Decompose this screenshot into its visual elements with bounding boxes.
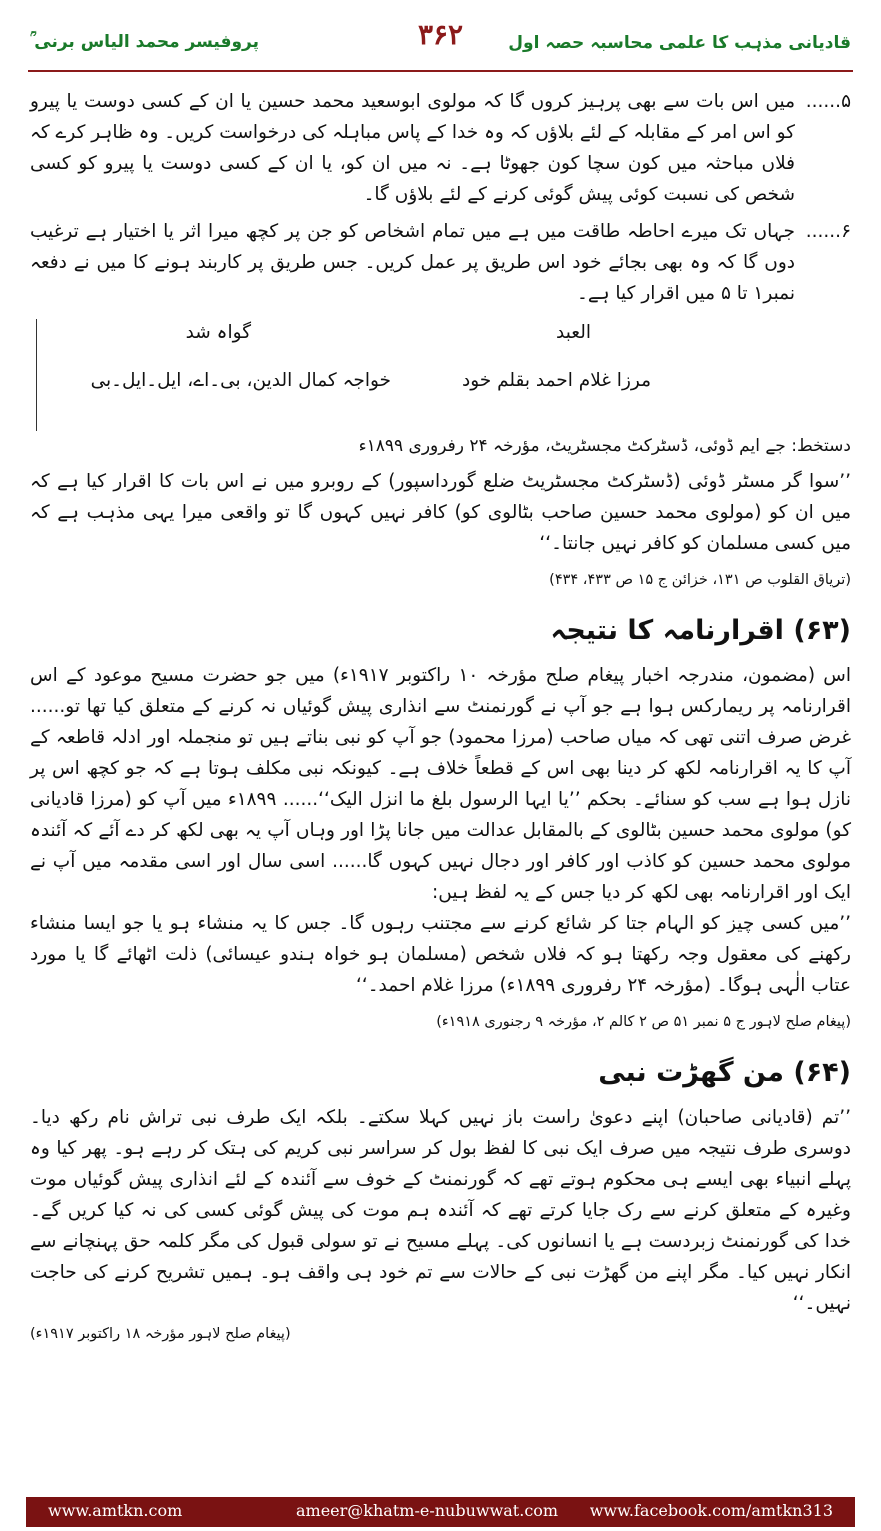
page-body bbox=[30, 86, 851, 1358]
item-text: میں اس بات سے بھی پرہیز کروں گا کہ مولوی ابوسعید محمد حسین یا ان کے کسی دوست یا پیرو کو اس امر کے مقابلہ کے لئے بلاؤں کہ وہ خدا کے پاس مباہلہ کی درخواست کریں۔ وہ ظاہر کرے کہ فلاں مباحثہ میں کون سچا کون جھوٹا ہے۔ نہ میں ان کو، یا ان کے کسی دوست یا پیرو کو کسی شخص کی نسبت کوئی پیش گوئی کرنے کے لئے بلاؤں گا۔ bbox=[30, 91, 795, 205]
section-63-quote: ’’میں کسی چیز کو الہام جتا کر شائع کرنے سے مجتنب رہوں گا۔ جس کا یہ منشاء ہو یا جو ایسا منشاء رکھنے کی معقول وجہ رکھتا ہو کہ فلاں شخص (مسلمان ہو خواہ ہندو عیسائی) ذلت اٹھائے گا یا مورد عتاب الٰہی ہوگا۔ (مؤرخہ ۲۴ رفروری ۱۸۹۹ء) مرزا غلام احمد۔‘‘ bbox=[30, 913, 851, 996]
signature-right-name: خواجہ کمال الدین، بی۔اے، ایل۔ایل۔بی bbox=[90, 370, 391, 391]
numbered-item-6 bbox=[30, 216, 851, 309]
item-number: ۵...... bbox=[805, 91, 851, 112]
section-heading-63: (۶۳) اقرارنامہ کا نتیجہ bbox=[550, 615, 851, 646]
page-number: ۳۶۲ bbox=[417, 18, 464, 51]
reference: (تریاق القلوب ص ۱۳۱، خزائن ج ۱۵ ص ۴۳۳، ۴۳۴) bbox=[549, 572, 851, 588]
magistrate-signature: دستخط: جے ایم ڈوئی، ڈسٹرکٹ مجسٹریٹ، مؤرخہ ۲۴ رفروری ۱۸۹۹ء bbox=[358, 436, 851, 456]
signature-right-label: گواہ شد bbox=[185, 322, 251, 343]
header-divider bbox=[28, 70, 853, 72]
signature-block bbox=[30, 315, 851, 419]
footer-email-link[interactable]: ameer@khatm-e-nubuwwat.com bbox=[296, 1501, 559, 1520]
section-64-paragraph: ’’تم (قادیانی صاحبان) اپنے دعویٰ راست باز نہیں کہلا سکتے۔ بلکہ ایک طرف نبی تراش نام رکھ دیا۔ دوسری طرف نتیجہ میں صرف ایک نبی کا لفظ بول کر سراسر نبی کریم کی ہتک کر رہے ہو۔ پھر کیا وہ پہلے انبیاء بھی ایسے ہی محکوم ہوتے تھے کہ گورنمنٹ کے خوف سے آئندہ کے لئے انذاری پیش گوئیاں موت وغیرہ کے متعلق کرنے سے رک جایا کرتے تھے کہ آئندہ ہم موت کی پیش گوئی کسی کی نہ کیا کریں گے۔ خدا کی گورنمنٹ زبردست ہے یا انسانوں کی۔ پہلے مسیح نے تو سولی قبول کی مگر کلمہ حق پہنچانے سے انکار نہیں کیا۔ مگر اپنے من گھڑت نبی کے حالات سے تم خود ہی واقف ہو۔ ہمیں تشریح کرنے کی حاجت نہیں۔‘‘ bbox=[30, 1107, 851, 1314]
section-64-reference: (پیغام صلح لاہور مؤرخہ ۱۸ راکتوبر ۱۹۱۷ء) bbox=[30, 1326, 291, 1342]
author-name: پروفیسر محمد الیاس برنی ؒ bbox=[30, 32, 260, 52]
signature-left-name: مرزا غلام احمد بقلم خود bbox=[461, 370, 651, 391]
footer-facebook-link[interactable]: www.facebook.com/amtkn313 bbox=[589, 1501, 833, 1520]
footer-website-link[interactable]: www.amtkn.com bbox=[48, 1501, 183, 1520]
page-header bbox=[22, 18, 859, 68]
signature-divider bbox=[36, 319, 37, 431]
section-63-reference: (پیغام صلح لاہور ج ۵ نمبر ۵۱ ص ۲ کالم ۲، مؤرخہ ۹ رجنوری ۱۹۱۸ء) bbox=[436, 1014, 851, 1030]
item-text: جہاں تک میرے احاطہ طاقت میں ہے میں تمام اشخاص کو جن پر کچھ میرا اثر یا اختیار ہے ترغیب دوں گا کہ وہ بھی بجائے خود اس طریق پر عمل کریں۔ جس طریق پر کاربند ہونے کا میں نے دفعہ نمبر۱ تا ۵ میں اقرار کیا ہے۔ bbox=[30, 221, 795, 304]
page-footer bbox=[26, 1497, 855, 1527]
numbered-item-5 bbox=[30, 86, 851, 210]
section-heading-64: (۶۴) من گھڑت نبی bbox=[598, 1057, 851, 1088]
book-title: قادیانی مذہب کا علمی محاسبہ حصہ اول bbox=[508, 33, 851, 53]
quote-paragraph: ’’سوا گر مسٹر ڈوئی (ڈسٹرکٹ مجسٹریٹ ضلع گورداسپور) کے روبرو میں نے اس بات کا اقرار کیا ہے کہ میں ان کو (مولوی محمد حسین صاحب بٹالوی کو) کافر نہیں کہوں گا تو واقعی میرا یہی مذہب ہے کہ میں کسی مسلمان کو کافر نہیں جانتا۔‘‘ bbox=[30, 471, 851, 554]
item-number: ۶...... bbox=[805, 221, 851, 242]
section-63-paragraph: اس (مضمون، مندرجہ اخبار پیغام صلح مؤرخہ ۱۰ راکتوبر ۱۹۱۷ء) میں جو حضرت مسیح موعود کے اس اقرارنامہ پر ریمارکس ہوا ہے جو آپ نے گورنمنٹ سے انذاری پیش گوئیاں نہ کرنے کے متعلق کیا تھا تو...... غرض صرف اتنی تھی کہ میاں صاحب (مرزا محمود) جو آپ کو نبی بناتے ہیں تو منجملہ اور ادلہ قاطعہ کے آپ کا یہ اقرارنامہ لکھ کر دینا بھی اس کے قطعاً خلاف ہے۔ کیونکہ نبی مکلف ہوتا ہے کہ جو کچھ اس پر نازل ہوا ہے سب کو سنائے۔ بحکم ’’یا ایہا الرسول بلغ ما انزل الیک‘‘...... ۱۸۹۹ء میں آپ کو (مرزا قادیانی کو) مولوی محمد حسین بٹالوی کے بالمقابل عدالت میں جانا پڑا اور وہاں آپ یہ بھی لکھ کر دے آئے کہ آئندہ مولوی محمد حسین کو کاذب اور کافر اور دجال نہیں کہوں گا...... اسی سال اور اسی مقدمہ میں آپ نے ایک اور اقرارنامہ بھی لکھ کر دیا جس کے یہ لفظ ہیں: bbox=[30, 665, 852, 903]
signature-left-label: العبد bbox=[556, 322, 591, 343]
